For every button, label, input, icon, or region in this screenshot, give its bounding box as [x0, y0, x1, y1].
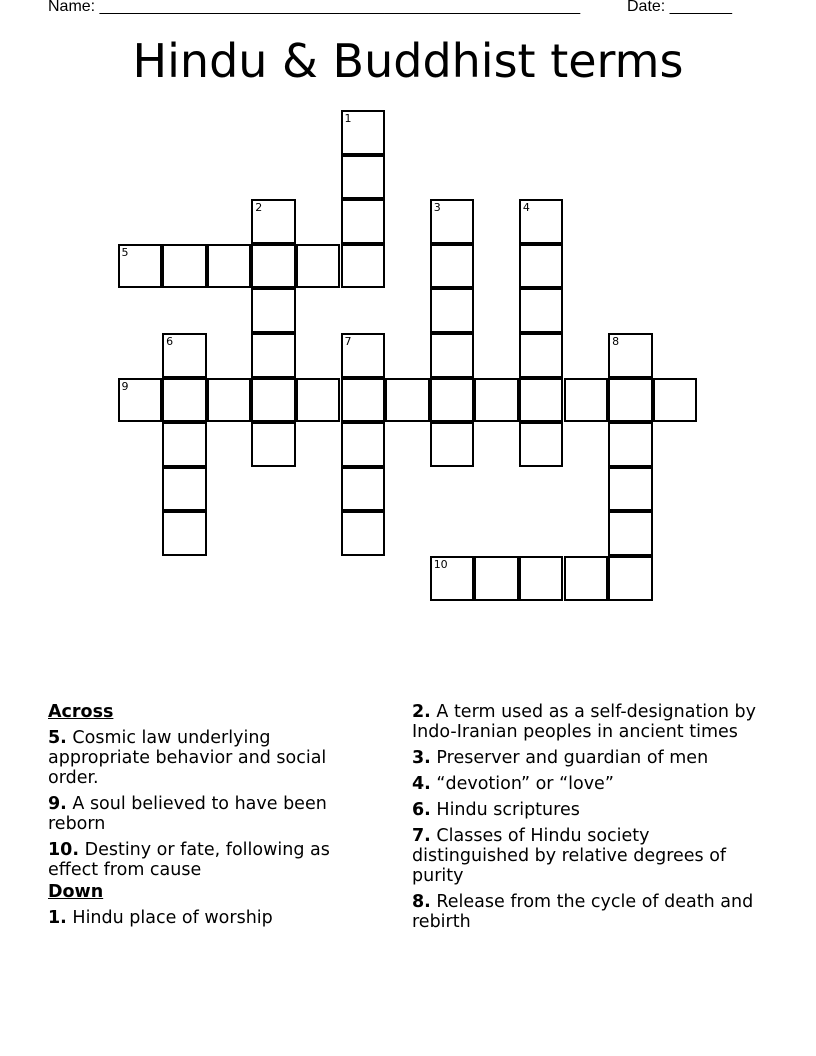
grid-cell[interactable] — [474, 378, 519, 423]
grid-cell[interactable] — [385, 378, 430, 423]
grid-cell[interactable] — [653, 378, 698, 423]
grid-cell[interactable] — [519, 333, 564, 378]
clue-down-7 — [412, 826, 762, 886]
grid-cell[interactable] — [608, 378, 653, 423]
clue-number: 8. — [412, 892, 431, 912]
grid-cell[interactable] — [162, 511, 207, 556]
grid-cell[interactable] — [519, 288, 564, 333]
grid-cell[interactable] — [519, 556, 564, 601]
grid-cell[interactable] — [430, 199, 475, 244]
clue-text: A term used as a self-designation by Indo-Iranian peoples in ancient times — [412, 702, 756, 742]
clue-text: Hindu place of worship — [72, 908, 273, 928]
grid-cell[interactable] — [341, 110, 386, 155]
grid-cell[interactable] — [519, 244, 564, 289]
grid-cell[interactable] — [251, 333, 296, 378]
page-title: Hindu & Buddhist terms — [132, 34, 684, 88]
clue-text: A soul believed to have been reborn — [48, 794, 327, 834]
grid-cell[interactable] — [430, 244, 475, 289]
grid-cell[interactable] — [118, 378, 163, 423]
clue-number: 4. — [412, 774, 431, 794]
grid-cell[interactable] — [296, 378, 341, 423]
grid-cell[interactable] — [162, 422, 207, 467]
clue-down-3 — [412, 748, 762, 768]
clues-right-column — [412, 702, 762, 938]
clue-text: Hindu scriptures — [436, 800, 580, 820]
clue-text: Release from the cycle of death and rebirth — [412, 892, 754, 932]
grid-cell[interactable] — [519, 199, 564, 244]
clue-number: 10. — [48, 840, 80, 860]
clue-down-6 — [412, 800, 762, 820]
grid-cell[interactable] — [341, 199, 386, 244]
grid-cell[interactable] — [430, 333, 475, 378]
clue-number-label: 2 — [255, 201, 263, 215]
grid-cell[interactable] — [207, 378, 252, 423]
clue-number: 2. — [412, 702, 431, 722]
grid-cell[interactable] — [341, 155, 386, 200]
clue-down-8 — [412, 892, 762, 932]
down-heading: Down — [48, 882, 104, 902]
grid-cell[interactable] — [162, 467, 207, 512]
clue-down-4 — [412, 774, 762, 794]
clue-across-10 — [48, 840, 368, 880]
grid-cell[interactable] — [341, 467, 386, 512]
grid-cell[interactable] — [341, 378, 386, 423]
grid-cell[interactable] — [251, 244, 296, 289]
across-heading: Across — [48, 702, 114, 722]
clue-number: 5. — [48, 728, 67, 748]
clue-text: Cosmic law underlying appropriate behavior and social order. — [48, 728, 327, 788]
grid-cell[interactable] — [341, 333, 386, 378]
grid-cell[interactable] — [430, 288, 475, 333]
clue-number: 1. — [48, 908, 67, 928]
grid-cell[interactable] — [608, 333, 653, 378]
grid-cell[interactable] — [341, 511, 386, 556]
clue-number-label: 6 — [166, 335, 174, 348]
grid-cell[interactable] — [430, 556, 475, 601]
grid-cell[interactable] — [341, 422, 386, 467]
clues-left-column — [48, 702, 368, 934]
grid-cell[interactable] — [564, 556, 609, 601]
grid-cell[interactable] — [251, 199, 296, 244]
grid-cell[interactable] — [207, 244, 252, 289]
grid-cell[interactable] — [608, 422, 653, 467]
clue-down-2 — [412, 702, 762, 742]
date-field: Date: _______ — [627, 0, 732, 15]
clue-text: Destiny or fate, following as effect from cause — [48, 840, 330, 880]
clue-number-label: 8 — [612, 335, 620, 348]
grid-cell[interactable] — [430, 422, 475, 467]
clue-number-label: 7 — [344, 335, 352, 348]
clue-number-label: 5 — [121, 245, 129, 259]
clue-text: Classes of Hindu society distinguished by relative degrees of purity — [412, 826, 727, 886]
grid-cell[interactable] — [519, 422, 564, 467]
grid-cell[interactable] — [296, 244, 341, 289]
clue-number-label: 10 — [433, 558, 448, 571]
clue-text: “devotion” or “love” — [436, 774, 614, 794]
grid-cell[interactable] — [608, 556, 653, 601]
grid-cell[interactable] — [519, 378, 564, 423]
clue-number-label: 3 — [433, 201, 441, 215]
clue-number: 9. — [48, 794, 67, 814]
clue-number-label: 9 — [121, 379, 129, 393]
clue-number: 7. — [412, 826, 431, 846]
grid-cell[interactable] — [162, 244, 207, 289]
grid-cell[interactable] — [341, 244, 386, 289]
clue-number-label: 1 — [344, 112, 352, 125]
clue-number-label: 4 — [522, 201, 530, 215]
grid-cell[interactable] — [118, 244, 163, 289]
grid-cell[interactable] — [430, 378, 475, 423]
grid-cell[interactable] — [608, 511, 653, 556]
grid-cell[interactable] — [608, 467, 653, 512]
clue-text: Preserver and guardian of men — [436, 748, 709, 768]
grid-cell[interactable] — [564, 378, 609, 423]
grid-cell[interactable] — [162, 378, 207, 423]
grid-cell[interactable] — [474, 556, 519, 601]
grid-cell[interactable] — [251, 378, 296, 423]
clue-down-1 — [48, 908, 368, 928]
name-field: Name: ______________________________________________________ — [48, 0, 581, 15]
grid-cell[interactable] — [251, 422, 296, 467]
clue-number: 6. — [412, 800, 431, 820]
clue-across-5 — [48, 728, 368, 788]
grid-cell[interactable] — [251, 288, 296, 333]
grid-cell[interactable] — [162, 333, 207, 378]
clue-across-9 — [48, 794, 368, 834]
clue-number: 3. — [412, 748, 431, 768]
